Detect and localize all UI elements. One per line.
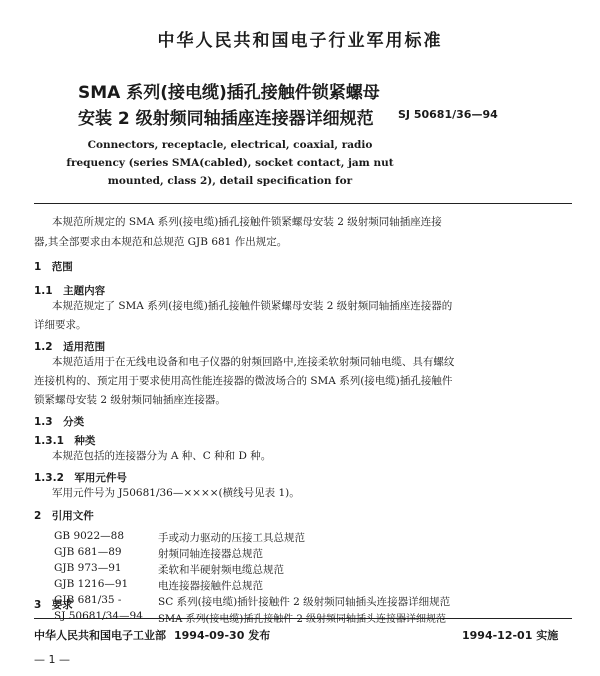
section-1-3-2-heading: 1.3.2 军用元件号 xyxy=(34,472,127,484)
issue-date: 1994-09-30 发布 xyxy=(174,629,271,642)
document-title-line2: 安装 2 级射频同轴插座连接器详细规范 xyxy=(78,109,374,129)
reference-code: GB 9022—88 xyxy=(54,530,125,542)
page-number: — 1 — xyxy=(34,653,70,666)
header-divider xyxy=(34,203,572,204)
section-1-2-line3: 锁紧螺母安装 2 级射频同轴插座连接器。 xyxy=(34,394,226,406)
english-title-line3: mounted, class 2), detail specification for xyxy=(107,175,353,187)
section-1-3-1-line1: 本规范包括的连接器分为 A 种、C 种和 D 种。 xyxy=(52,450,272,462)
section-3-heading: 3 要求 xyxy=(34,599,73,611)
english-title-line2: frequency (series SMA(cabled), socket contact, jam nut xyxy=(66,157,394,169)
footer-divider xyxy=(34,618,572,619)
section-1-2-line2: 连接机构的、预定用于要求使用高性能连接器的微波场合的 SMA 系列(接电缆)插孔接触件 xyxy=(34,375,453,387)
reference-code: GJB 973—91 xyxy=(54,562,122,574)
reference-list xyxy=(54,530,574,640)
section-1-3-heading: 1.3 分类 xyxy=(34,416,85,428)
reference-code: SJ 50681/34—94 xyxy=(54,610,143,622)
document-code: SJ 50681/36—94 xyxy=(398,108,498,121)
document-title-line1: SMA 系列(接电缆)插孔接触件锁紧螺母 xyxy=(78,83,380,103)
section-1-1-line2: 详细要求。 xyxy=(34,319,87,331)
list-item xyxy=(54,578,574,594)
intro-line2: 器,其全部要求由本规范和总规范 GJB 681 作出规定。 xyxy=(34,236,288,248)
issuer: 中华人民共和国电子工业部 xyxy=(34,629,166,642)
reference-title: SMA 系列(接电缆)插孔接触件 2 级射频同轴插头连接器详细规范 xyxy=(158,614,447,625)
reference-title: 电连接器接触件总规范 xyxy=(158,580,263,592)
section-1-1-heading: 1.1 主题内容 xyxy=(34,285,106,297)
reference-code: GJB 681/35 - xyxy=(54,594,122,606)
standard-title: 中华人民共和国电子行业军用标准 xyxy=(157,31,443,51)
english-title-line1: Connectors, receptacle, electrical, coaxial, radio xyxy=(87,139,373,151)
intro-line1: 本规范所规定的 SMA 系列(接电缆)插孔接触件锁紧螺母安装 2 级射频同轴插座连接 xyxy=(52,216,442,228)
reference-code: GJB 681—89 xyxy=(54,546,122,558)
section-1-1-line1: 本规范规定了 SMA 系列(接电缆)插孔接触件锁紧螺母安装 2 级射频同轴插座连接器的 xyxy=(52,300,453,312)
list-item xyxy=(54,546,574,562)
section-1-2-line1: 本规范适用于在无线电设备和电子仪器的射频回路中,连接柔软射频同轴电缆、具有螺纹 xyxy=(52,356,455,368)
section-1-3-1-heading: 1.3.1 种类 xyxy=(34,435,96,447)
list-item xyxy=(54,562,574,578)
section-1-3-2-line1: 军用元件号为 J50681/36—××××(横线号见表 1)。 xyxy=(52,487,300,499)
reference-title: 射频同轴连接器总规范 xyxy=(158,548,263,560)
section-1-heading: 1 范围 xyxy=(34,261,73,273)
list-item xyxy=(54,530,574,546)
reference-title: SC 系列(接电缆)插针接触件 2 级射频同轴插头连接器详细规范 xyxy=(158,596,451,608)
reference-title: 柔软和半硬射频电缆总规范 xyxy=(158,564,284,576)
reference-code: GJB 1216—91 xyxy=(54,578,129,590)
section-2-heading: 2 引用文件 xyxy=(34,510,94,522)
section-1-2-heading: 1.2 适用范围 xyxy=(34,341,106,353)
reference-title: 手或动力驱动的压接工具总规范 xyxy=(158,532,305,544)
effective-date: 1994-12-01 实施 xyxy=(462,629,559,642)
list-item xyxy=(54,594,574,610)
